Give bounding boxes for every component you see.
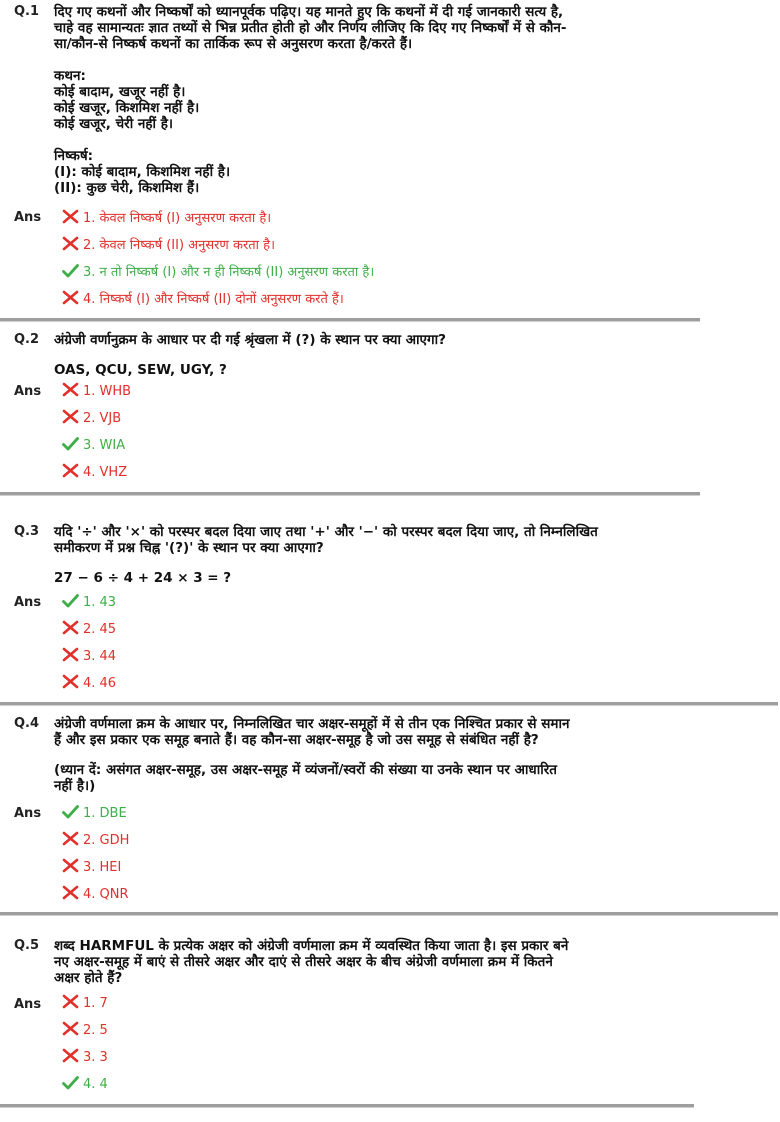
cross-icon bbox=[62, 236, 79, 251]
cross-icon bbox=[62, 885, 79, 900]
option-text: 3. न तो निष्कर्ष (I) और न ही निष्कर्ष (II) अनुसरण करता है। bbox=[83, 265, 375, 280]
question-number: Q.1 bbox=[14, 4, 40, 19]
answer-label: Ans bbox=[14, 806, 42, 821]
question-line: नए अक्षर-समूह में बाएं से तीसरे अक्षर और दाएं से तीसरे अक्षर के बीच अंग्रेजी वर्णमाला क्रम में कितने bbox=[54, 954, 553, 970]
question-text bbox=[54, 4, 614, 196]
question-line: नहीं है।) bbox=[54, 778, 96, 794]
check-icon bbox=[62, 436, 79, 451]
option-text: 2. केवल निष्कर्ष (II) अनुसरण करता है। bbox=[83, 238, 276, 253]
option-text: 1. WHB bbox=[83, 384, 132, 399]
cross-icon bbox=[62, 858, 79, 873]
question-line: कोई खजूर, चेरी नहीं है। bbox=[54, 116, 174, 132]
question-line: अंग्रेजी वर्णमाला क्रम के आधार पर, निम्नलिखित चार अक्षर-समूहों में से तीन एक निश्चित प्रकार से समान bbox=[54, 716, 570, 732]
check-icon bbox=[62, 263, 79, 278]
option bbox=[62, 1075, 108, 1093]
option bbox=[62, 804, 127, 822]
option-text: 2. VJB bbox=[83, 411, 122, 426]
question-line: 27 − 6 ÷ 4 + 24 × 3 = ? bbox=[54, 570, 232, 586]
question-number: Q.4 bbox=[14, 716, 40, 731]
answer-label: Ans bbox=[14, 384, 42, 399]
cross-icon bbox=[62, 674, 79, 689]
question-text bbox=[54, 524, 614, 586]
question-line: समीकरण में प्रश्न चिह्न '(?)' के स्थान पर क्या आएगा? bbox=[54, 540, 324, 556]
option bbox=[62, 831, 129, 849]
question-line: चाहे वह सामान्यतः ज्ञात तथ्यों से भिन्न प्रतीत होती हो और निर्णय लीजिए कि दिए गए निष्कर्षों में से कौन- bbox=[54, 20, 567, 36]
option bbox=[62, 1048, 108, 1066]
option bbox=[62, 409, 121, 427]
cross-icon bbox=[62, 290, 79, 305]
option-text: 4. निष्कर्ष (I) और निष्कर्ष (II) दोनों अनुसरण करते हैं। bbox=[83, 292, 344, 307]
option bbox=[62, 647, 116, 665]
option bbox=[62, 858, 121, 876]
cross-icon bbox=[62, 209, 79, 224]
question-line: दिए गए कथनों और निष्कर्षों को ध्यानपूर्वक पढ़िए। यह मानते हुए कि कथनों में दी गई जानकारी सत्य है, bbox=[54, 4, 564, 20]
option-text: 4. QNR bbox=[83, 887, 129, 902]
divider bbox=[0, 492, 700, 496]
divider bbox=[0, 702, 778, 706]
option-text: 1. DBE bbox=[83, 806, 127, 821]
option bbox=[62, 382, 131, 400]
option bbox=[62, 620, 116, 638]
question-line: कोई बादाम, खजूर नहीं है। bbox=[54, 84, 186, 100]
option bbox=[62, 885, 129, 903]
option bbox=[62, 463, 127, 481]
option bbox=[62, 994, 108, 1012]
cross-icon bbox=[62, 463, 79, 478]
question-number: Q.5 bbox=[14, 938, 40, 953]
cross-icon bbox=[62, 382, 79, 397]
option bbox=[62, 263, 374, 281]
question-line: अक्षर होते हैं? bbox=[54, 970, 123, 986]
question-line: (II): कुछ चेरी, किशमिश हैं। bbox=[54, 180, 200, 196]
option bbox=[62, 436, 125, 454]
question-number: Q.3 bbox=[14, 524, 40, 539]
question-line: हैं और इस प्रकार एक समूह बनाते हैं। वह कौन-सा अक्षर-समूह है जो उस समूह से संबंधित नहीं है? bbox=[54, 732, 539, 748]
question-line: यदि '÷' और '×' को परस्पर बदल दिया जाए तथा '+' और '−' को परस्पर बदल दिया जाए, तो निम्नलिखित bbox=[54, 524, 598, 540]
option bbox=[62, 236, 275, 254]
question-number: Q.2 bbox=[14, 332, 40, 347]
answer-label: Ans bbox=[14, 997, 42, 1012]
option bbox=[62, 593, 116, 611]
question-text bbox=[54, 716, 614, 794]
option-text: 4. 46 bbox=[83, 676, 117, 691]
option-text: 3. HEI bbox=[83, 860, 122, 875]
divider bbox=[0, 318, 700, 322]
question-line: अंग्रेजी वर्णानुक्रम के आधार पर दी गई श्रृंखला में (?) के स्थान पर क्या आएगा? bbox=[54, 332, 446, 348]
question-line: निष्कर्ष: bbox=[54, 148, 94, 164]
check-icon bbox=[62, 1075, 79, 1090]
question-line: शब्द HARMFUL के प्रत्येक अक्षर को अंग्रेजी वर्णमाला क्रम में व्यवस्थित किया जाता है। इस प्रकार बने bbox=[54, 938, 569, 954]
option bbox=[62, 1021, 108, 1039]
option-text: 2. 5 bbox=[83, 1023, 108, 1038]
option bbox=[62, 290, 344, 308]
option-text: 3. 3 bbox=[83, 1050, 108, 1065]
question-text bbox=[54, 332, 614, 378]
cross-icon bbox=[62, 409, 79, 424]
option-text: 1. 7 bbox=[83, 996, 108, 1011]
question-line: कोई खजूर, किशमिश नहीं है। bbox=[54, 100, 200, 116]
option-text: 4. VHZ bbox=[83, 465, 128, 480]
cross-icon bbox=[62, 647, 79, 662]
option-text: 2. 45 bbox=[83, 622, 117, 637]
question-line: (I): कोई बादाम, किशमिश नहीं है। bbox=[54, 164, 231, 180]
option-text: 1. केवल निष्कर्ष (I) अनुसरण करता है। bbox=[83, 211, 272, 226]
cross-icon bbox=[62, 1021, 79, 1036]
option-text: 1. 43 bbox=[83, 595, 117, 610]
divider bbox=[0, 912, 778, 916]
cross-icon bbox=[62, 994, 79, 1009]
option bbox=[62, 209, 271, 227]
question-line: OAS, QCU, SEW, UGY, ? bbox=[54, 362, 227, 378]
option-text: 2. GDH bbox=[83, 833, 130, 848]
option-text: 4. 4 bbox=[83, 1077, 108, 1092]
answer-label: Ans bbox=[14, 595, 42, 610]
cross-icon bbox=[62, 620, 79, 635]
divider bbox=[0, 1104, 694, 1108]
check-icon bbox=[62, 593, 79, 608]
cross-icon bbox=[62, 831, 79, 846]
cross-icon bbox=[62, 1048, 79, 1063]
option-text: 3. 44 bbox=[83, 649, 117, 664]
question-line: (ध्यान दें: असंगत अक्षर-समूह, उस अक्षर-समूह में व्यंजनों/स्वरों की संख्या या उनके स्थान पर आधारित bbox=[54, 762, 557, 778]
question-line: कथन: bbox=[54, 68, 86, 84]
answer-label: Ans bbox=[14, 210, 42, 225]
check-icon bbox=[62, 804, 79, 819]
option-text: 3. WIA bbox=[83, 438, 126, 453]
question-text bbox=[54, 938, 614, 986]
question-line: सा/कौन-से निष्कर्ष कथनों का तार्किक रूप से अनुसरण करता है/करते हैं। bbox=[54, 36, 413, 52]
option bbox=[62, 674, 116, 692]
